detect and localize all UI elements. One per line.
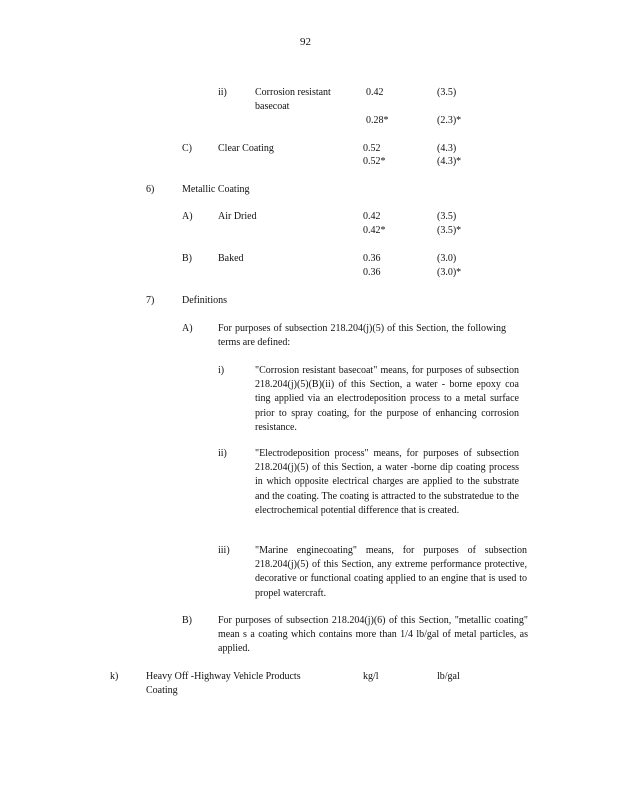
page-number: 92 bbox=[300, 36, 311, 48]
paragraph: For purposes of subsection 218.204(j)(5) of this Section, the following terms are defined: bbox=[218, 323, 506, 349]
item-label: Baked bbox=[218, 253, 244, 264]
limit-lb-gal: (2.3)* bbox=[437, 115, 462, 126]
item-number: B) bbox=[182, 253, 192, 264]
section-heading: Definitions bbox=[182, 295, 227, 306]
limit-kg-l: 0.36 bbox=[363, 267, 381, 278]
limit-lb-gal: (3.5) bbox=[437, 211, 457, 222]
limit-kg-l: 0.52* bbox=[363, 156, 386, 167]
paragraph: For purposes of subsection 218.204(j)(6) of this Section, "metallic coating" mean s a coating which contains more than 1/4 lb/gal of metal particles, as applied. bbox=[218, 615, 528, 655]
limit-kg-l: 0.52 bbox=[363, 143, 381, 154]
item-number: iii) bbox=[218, 545, 230, 556]
limit-lb-gal: (3.5)* bbox=[437, 225, 462, 236]
item-label: Corrosion resistant bbox=[255, 87, 331, 98]
item-number: i) bbox=[218, 365, 225, 376]
item-number: C) bbox=[182, 143, 192, 154]
item-number: ii) bbox=[218, 448, 227, 459]
item-number: B) bbox=[182, 615, 192, 626]
item-number: ii) bbox=[218, 87, 227, 98]
column-header-kg-l: kg/l bbox=[363, 671, 379, 682]
item-label: Coating bbox=[146, 685, 178, 696]
definition-paragraph: "Electrodeposition process" means, for purposes of subsection 218.204(j)(5) of this Section, a water -borne dip coating process in which opposite electrical charges are applied to the substrate and the coating. The coating is attracted to the substratedue to the electrochemical potential difference that is created. bbox=[255, 448, 519, 516]
limit-lb-gal: (3.0)* bbox=[437, 267, 462, 278]
definition-paragraph: "Corrosion resistant basecoat" means, for purposes of subsection 218.204(j)(5)(B)(ii) of this Section, a water - borne epoxy coa ting applied via an electrodeposition process to a metal surface prior to spray coating, for the purpose of enhancing corrosion resistance. bbox=[255, 365, 519, 433]
limit-lb-gal: (4.3)* bbox=[437, 156, 462, 167]
item-number: k) bbox=[110, 671, 119, 682]
limit-kg-l: 0.42* bbox=[363, 225, 386, 236]
item-number: A) bbox=[182, 211, 193, 222]
limit-kg-l: 0.42 bbox=[366, 87, 384, 98]
item-label: Clear Coating bbox=[218, 143, 274, 154]
item-label: Air Dried bbox=[218, 211, 257, 222]
limit-lb-gal: (3.5) bbox=[437, 87, 457, 98]
item-label: Metallic Coating bbox=[182, 184, 250, 195]
definition-paragraph: "Marine enginecoating" means, for purposes of subsection 218.204(j)(5) of this Section, any extreme performance protective, decorative or functional coating applied to an engine that is used to propel watercraft. bbox=[255, 545, 527, 599]
limit-kg-l: 0.36 bbox=[363, 253, 381, 264]
limit-lb-gal: (4.3) bbox=[437, 143, 457, 154]
limit-lb-gal: (3.0) bbox=[437, 253, 457, 264]
item-label: Heavy Off -Highway Vehicle Products bbox=[146, 671, 301, 682]
item-label: basecoat bbox=[255, 101, 290, 112]
item-number: A) bbox=[182, 323, 193, 334]
item-number: 7) bbox=[146, 295, 155, 306]
limit-kg-l: 0.28* bbox=[366, 115, 389, 126]
item-number: 6) bbox=[146, 184, 155, 195]
limit-kg-l: 0.42 bbox=[363, 211, 381, 222]
column-header-lb-gal: lb/gal bbox=[437, 671, 460, 682]
